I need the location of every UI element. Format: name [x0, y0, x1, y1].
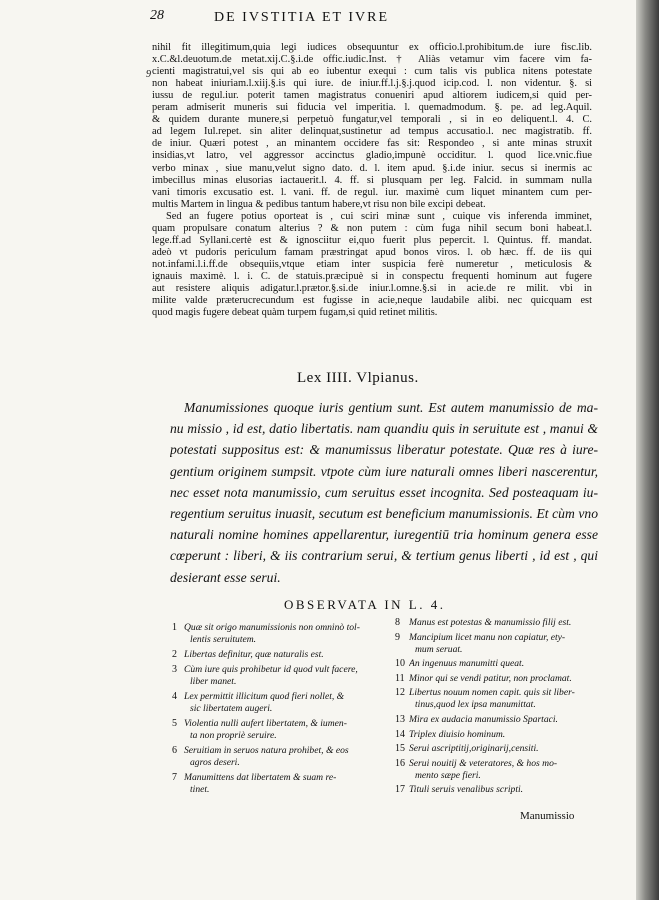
index-entry-text: Lex permittit illicitum quod fieri nollet, & — [184, 690, 345, 702]
commentary-line: not.infami.l.i.ff.de obsequiis,vtque etiam inter suspicia ferè numeretur , meticulosis & — [152, 258, 592, 270]
index-number: 8 — [395, 617, 400, 628]
index-entry-text: sic libertatem augeri. — [190, 703, 273, 714]
index-entry-text: Seruitiam in seruos natura prohibet, & eos — [184, 744, 349, 756]
page-header — [150, 8, 590, 30]
index-number: 2 — [172, 649, 177, 660]
commentary-line: iussu de regul.iur. poterit tamen magistratus conueniri apud altiorem iudicem,si quid per- — [152, 90, 592, 102]
index-number: 16 — [395, 757, 405, 769]
index-number: 13 — [395, 714, 405, 725]
commentary-line: quod magis fugere debeat quàm turpem fugam,si quid retinet militis. — [152, 307, 438, 319]
index-entry-text: Cùm iure quis prohibetur id quod vult facere, — [184, 663, 358, 675]
lex-body-line: cœperunt : liberi, & iis contrarium serui, & tertium genus liberti , id est , qui — [170, 548, 598, 564]
commentary-line: insidias,vt latro, vel aggressor accinctus gladio,impunè occiditur. l. quod lice.vnic.fiue — [152, 150, 592, 162]
lex-body-line: nu missio , id est, datio libertatis. nam quandiu quis in seruitute est , manui & — [170, 421, 598, 437]
index-number: 4 — [172, 690, 177, 702]
index-entry-text: Serui ascriptitij,originarij,censiti. — [409, 743, 539, 755]
lex-body-line: gentium originem sumpsit. vtpote cùm iure naturali omnes liberi nascerentur, — [170, 463, 598, 479]
index-entry-text: Tituli seruis venalibus scripti. — [409, 784, 524, 796]
commentary-line: quam propulsare conatum alterius ? & non putem : cùm fuga nihil secum boni habeat.l. — [152, 222, 592, 234]
index-entry-text: Serui nouitij & veteratores, & hos mo- — [409, 757, 558, 769]
commentary-line: vani timoris excusatio est. l. vani. ff. de regul. iur. maximè cum liquet minantem cum per- — [152, 186, 592, 198]
index-number: 7 — [172, 771, 177, 783]
index-entry-text: lentis seruitutem. — [190, 634, 257, 646]
index-entry-text: ta non propriè seruire. — [190, 730, 277, 741]
lex-body-line: naturali nomine homines appellarentur, iuregentiū tria hominum genera esse — [170, 527, 598, 543]
lex-title: Lex IIII. Vlpianus. — [297, 370, 419, 386]
index-entry-text: Triplex diuisio hominum. — [409, 728, 506, 740]
commentary-line: multis Martem in lingua & pedibus tantum habere,vt risu non bile excipi debeat. — [152, 198, 486, 210]
index-number: 17 — [395, 784, 405, 796]
index-entry-text: Libertas definitur, quæ naturalis est. — [184, 649, 324, 660]
index-entry-text: agros deseri. — [190, 757, 240, 768]
index-number: 5 — [172, 717, 177, 729]
index-entry-text: liber manet. — [190, 676, 237, 687]
index-entry-text: tinus,quod lex ipsa manumittat. — [415, 699, 536, 711]
index-entry-text: Minor qui se vendi patitur, non proclamat. — [409, 672, 572, 684]
index-number: 15 — [395, 743, 405, 755]
index-number: 3 — [172, 663, 177, 675]
index-entry-text: mum seruat. — [415, 643, 463, 655]
lex-body-line: nec esset nota manumissio, cum seruitus esset incognita. Sed posteaquam iu- — [170, 484, 598, 500]
commentary-line: milite valde præterucrecundum est fugisse in acie,neque laudabile alibi. nec quicquam est — [152, 295, 592, 307]
commentary-line: & quidem durante munere,si perpetuò fungatur,vel temporali , si in eo deliquent.l. 4. C. — [152, 114, 592, 126]
commentary-line: ignauis maximè. l. i. C. de statuis.præcipuè si in conspectu frequenti hominum aut fugere — [152, 270, 592, 282]
commentary-line: x.C.&l.deuotum.de metat.xij.C.§.i.de offic.iudic.Inst. † Aliàs vetamur vim facere vim fa- — [152, 54, 592, 66]
index-entry-text: Quæ sit origo manumissionis non omninò tol- — [184, 622, 360, 633]
index-number: 14 — [395, 728, 405, 740]
commentary-line: Sed an fugere potius oporteat is , cui sciri minæ sunt , cuique vis inferenda imminet, — [166, 210, 592, 222]
lex-body-line: potestati suppositus est: & manumissus liberatur potestate. Quæ res à iure- — [170, 442, 598, 458]
lex-body-line: Manumissiones quoque iuris gentium sunt. Est autem manumissio de ma- — [184, 400, 598, 415]
index-number: 10 — [395, 658, 405, 670]
commentary-line: verbo minax , siue manu,velut signo dato. d. l. item apud. §.i.de iniur. secus si inermis ac — [152, 162, 592, 174]
commentary-line: cienti magistratui,vel sis qui ab eo iubentur exequi : cum talis vis publica nitens potestate — [152, 66, 592, 78]
page-edge — [636, 0, 659, 900]
commentary-line: non habeat iniuriam.l.xiij.§.is qui iure. de iniur.ff.l.j.§.j.quod icip.cod. l. non videntur. §. si — [152, 78, 592, 90]
commentary-line: lege.ff.ad Syllani.certè est & ignosciitur ei,quo fuerit plus pepercit. l. Quintus. ff. mandat. — [152, 234, 592, 246]
index-entry-text: Libertus nouum nomen capit. quis sit liber- — [409, 687, 575, 699]
catchword: Manumissio — [520, 810, 575, 822]
index-number: 6 — [172, 744, 177, 756]
index-entry-text: Mira ex audacia manumissio Spartaci. — [409, 714, 558, 725]
index-number: 1 — [172, 622, 177, 633]
lex-body-line: desierant esse serui. — [170, 569, 281, 585]
commentary-line: adeò vt pudoris periculum famam præstringat apud bonos viros. l. ob hæc. ff. de iis qui — [152, 246, 592, 258]
commentary-line: nihil fit illegitimum,quia legi iudices obsequuntur ex officio.l.prohibitum.de iure fisc.lib. — [152, 42, 592, 53]
index-entry-text: mento sæpe fieri. — [415, 769, 481, 781]
commentary-line: aut resistere aliquis adigatur.l.prætor.§.si.de iniur.l.omne.§.si in acie.de re milit. vbi in — [152, 283, 592, 294]
index-entry-text: Violentia nulli aufert libertatem, & iumen- — [184, 717, 347, 729]
margin-note: 9 — [146, 69, 151, 80]
index-entry-text: An ingenuus manumitti queat. — [409, 658, 525, 670]
page-number: 28 — [150, 8, 164, 23]
commentary-line: ad legem Iul.repet. sin aliter delinquat,sustinetur ad tempus accusatio.l. nec magistratib. ff. — [152, 126, 592, 138]
lex-body-line: regentium seruitus inuasit, secutum est beneficium manumissionis. Et cùm vno — [170, 506, 598, 521]
index-entry-text: Mancipium licet manu non capiatur, ety- — [409, 631, 566, 643]
observata-heading: OBSERVATA IN L. 4. — [284, 597, 446, 612]
index-entry-text: Manumittens dat libertatem & suam re- — [184, 771, 337, 783]
index-number: 9 — [395, 631, 400, 643]
commentary-line: peram admiserit muneris sui fiducia vel imperitia. l. quemadmodum. §. pe. ad leg.Aquil. — [152, 102, 592, 114]
commentary-line: imbecillus minas elusorias iactauerit.l. 4. ff. si plusquam per leg. Falcid. in summam nulla — [152, 174, 592, 186]
index-entry-text: tinet. — [190, 784, 210, 795]
commentary-line: de iniur. Quæri potest , an minantem occidere fas sit: Respondeo , si ante minas struxit — [152, 138, 592, 150]
index-number: 12 — [395, 687, 405, 699]
index-entry-text: Manus est potestas & manumissio filij est. — [409, 617, 572, 628]
running-title: DE IVSTITIA ET IVRE — [214, 10, 389, 25]
index-number: 11 — [395, 672, 405, 684]
